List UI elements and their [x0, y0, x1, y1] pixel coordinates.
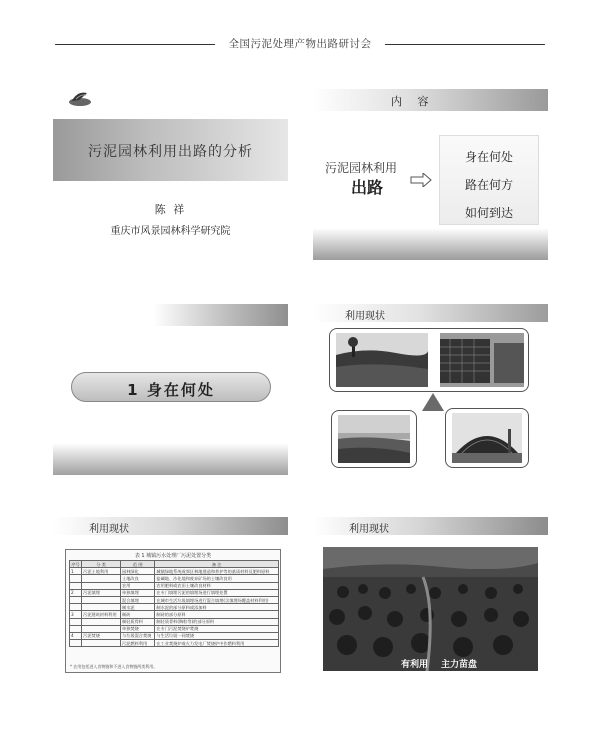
photo-caption-left: 有利用 — [401, 660, 429, 670]
table-row — [70, 604, 279, 611]
column-header: 序号 — [71, 561, 80, 567]
table-cell — [70, 625, 82, 632]
photo-panel-right — [445, 408, 529, 468]
contents-item: 身在何处 — [464, 150, 513, 164]
topic-line-1: 污泥园林利用 — [325, 161, 398, 175]
classification-table — [65, 549, 281, 673]
table-cell: 农用肥料或农田土壤改良材料 — [155, 582, 279, 589]
status-heading: 利用现状 — [89, 524, 129, 535]
contents-heading: 内 容 — [391, 95, 435, 108]
table-cell: 制砖 — [121, 611, 155, 618]
slide-status-nursery — [313, 515, 548, 690]
table-cell: 污泥土地利用 — [82, 568, 121, 575]
contents-item: 如何到达 — [464, 206, 513, 220]
table-cell: 制轻质骨料 — [121, 618, 155, 625]
table-cell — [70, 618, 82, 625]
status-heading: 利用现状 — [349, 524, 389, 535]
page-header — [55, 36, 545, 52]
table-cell — [82, 640, 121, 647]
topic-line-2: 出路 — [351, 178, 384, 197]
table-cell — [82, 618, 121, 625]
section-pill — [71, 372, 271, 402]
contents-box — [439, 135, 539, 225]
status-header — [313, 517, 548, 535]
table-cell — [82, 582, 121, 589]
table-cell: 制水泥 — [121, 604, 155, 611]
table-caption: 表 1 城镇污水处理厂污泥处置分类 — [134, 553, 212, 559]
table-cell: 农用 — [121, 582, 155, 589]
right-arrow-icon — [410, 173, 432, 187]
slide-status-table — [53, 515, 288, 685]
presentation-title: 污泥园林利用出路的分析 — [88, 144, 253, 160]
table-cell: 3 — [70, 611, 82, 618]
slide-contents — [313, 85, 548, 260]
table-cell: 与垃圾混合焚烧 — [121, 632, 155, 639]
table-cell: 污泥填埋 — [82, 589, 121, 596]
field-photo — [336, 333, 428, 387]
status-header — [313, 304, 548, 322]
table-cell: 园林绿化 — [121, 568, 155, 575]
table-cell — [82, 596, 121, 603]
table-row — [70, 582, 279, 589]
table-row — [70, 575, 279, 582]
sludge-table — [69, 560, 279, 647]
table-cell: 盐碱地、沙化地和废弃矿场的土壤改良用 — [155, 575, 279, 582]
table-cell: 土地改良 — [121, 575, 155, 582]
slide-header-gradient — [153, 304, 288, 326]
table-cell: 在工业焚烧炉或火力发电厂焚烧炉中作燃料利用 — [155, 640, 279, 647]
table-cell: 在专门污泥焚烧炉焚烧 — [155, 625, 279, 632]
table-cell — [70, 596, 82, 603]
table-cell: 单独焚烧 — [121, 625, 155, 632]
table-cell — [70, 575, 82, 582]
slide-status-photos — [313, 300, 548, 475]
photo-panel-left — [331, 410, 417, 468]
contents-header — [313, 89, 548, 111]
table-row — [70, 589, 279, 596]
table-cell: 混合填埋 — [121, 596, 155, 603]
table-cell — [70, 582, 82, 589]
table-cell: 在专门填埋污泥的填埋场进行填埋处置 — [155, 589, 279, 596]
table-cell — [70, 640, 82, 647]
slide-footer-gradient — [313, 228, 548, 260]
column-header: 分 类 — [82, 561, 121, 568]
table-cell: 污泥焚烧 — [82, 632, 121, 639]
waterside-photo — [338, 415, 410, 463]
author-name: 陈 祥 — [154, 203, 187, 216]
table-row — [70, 568, 279, 575]
table-cell: 污泥建筑材料利用 — [82, 611, 121, 618]
triangle-icon — [421, 392, 445, 412]
contents-item: 路在何方 — [464, 178, 513, 192]
table-cell: 单独填埋 — [121, 589, 155, 596]
institute-logo-icon — [67, 89, 93, 107]
table-cell: 与生活垃圾一同焚烧 — [155, 632, 279, 639]
stacked-pallets-photo — [440, 333, 524, 387]
slide-title — [53, 85, 288, 250]
table-row — [70, 596, 279, 603]
table-row — [70, 618, 279, 625]
table-cell: 在城市生活垃圾填埋场进行混合填埋(含填埋场覆盖材料利用) — [155, 596, 279, 603]
table-row — [70, 632, 279, 639]
slide-footer-gradient — [53, 443, 288, 475]
section-title: 1 身在何处 — [127, 381, 215, 399]
table-cell: 污泥燃料利用 — [121, 640, 155, 647]
table-header-row — [70, 561, 279, 568]
nursery-photo — [323, 547, 538, 671]
table-row — [70, 625, 279, 632]
table-cell: 4 — [70, 632, 82, 639]
table-cell: 制砖的部分原料 — [155, 611, 279, 618]
table-cell — [70, 604, 82, 611]
table-cell: 城镇绿地系统或郊区林地建造和养护等的基质材料及肥料原料 — [155, 568, 279, 575]
table-footnote: * 农用包括进入食物链和不进入食物链两类利用。 — [70, 664, 158, 669]
column-header: 备 注 — [155, 561, 279, 568]
header-title: 全国污泥处理产物出路研讨会 — [228, 38, 372, 50]
status-heading: 利用现状 — [345, 311, 385, 322]
table-cell — [82, 604, 121, 611]
table-cell: 制轻质骨料(陶粒等)的部分原料 — [155, 618, 279, 625]
table-cell: 制水泥的部分原料或添加料 — [155, 604, 279, 611]
status-header — [53, 517, 288, 535]
table-row — [70, 611, 279, 618]
header-rule-right — [385, 44, 545, 45]
photo-caption-right: 主力苗盘 — [441, 660, 478, 670]
table-cell: 2 — [70, 589, 82, 596]
table-cell — [82, 575, 121, 582]
table-cell: 1 — [70, 568, 82, 575]
table-cell — [82, 625, 121, 632]
greenhouse-photo — [452, 413, 522, 463]
title-banner — [53, 119, 288, 181]
slide-section — [53, 300, 288, 475]
table-row — [70, 640, 279, 647]
institution-name: 重庆市风景园林科学研究院 — [110, 226, 231, 237]
photo-panel-top — [329, 328, 529, 392]
column-header: 范 围 — [121, 561, 155, 568]
